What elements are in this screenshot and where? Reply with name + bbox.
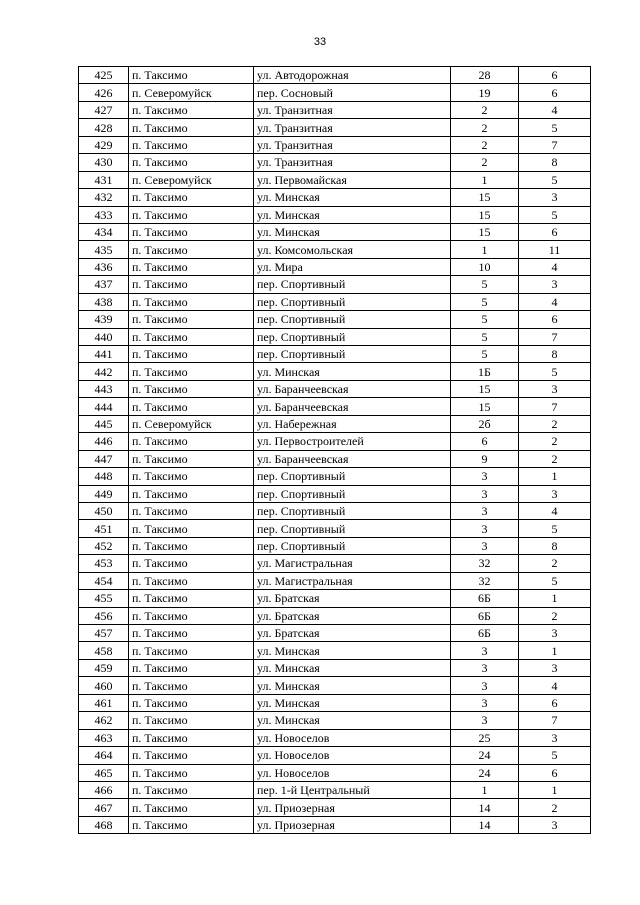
house-number-cell: 5 [451,293,519,310]
settlement-cell: п. Таксимо [129,607,254,624]
settlement-cell: п. Таксимо [129,223,254,240]
settlement-cell: п. Таксимо [129,555,254,572]
row-number-cell: 436 [79,258,129,275]
house-number-cell: 32 [451,555,519,572]
table-row [79,572,591,589]
row-number-cell: 428 [79,119,129,136]
street-cell: ул. Минская [254,712,451,729]
row-number-cell: 425 [79,67,129,84]
apartment-number-cell: 2 [519,555,591,572]
row-number-cell: 459 [79,659,129,676]
house-number-cell: 3 [451,520,519,537]
house-number-cell: 1Б [451,363,519,380]
settlement-cell: п. Таксимо [129,189,254,206]
row-number-cell: 430 [79,154,129,171]
street-cell: пер. Спортивный [254,276,451,293]
street-cell: пер. Спортивный [254,502,451,519]
street-cell: ул. Комсомольская [254,241,451,258]
row-number-cell: 468 [79,816,129,833]
street-cell: ул. Транзитная [254,119,451,136]
settlement-cell: п. Таксимо [129,258,254,275]
settlement-cell: п. Таксимо [129,625,254,642]
settlement-cell: п. Таксимо [129,537,254,554]
house-number-cell: 25 [451,729,519,746]
table-row [79,136,591,153]
apartment-number-cell: 7 [519,712,591,729]
street-cell: ул. Магистральная [254,555,451,572]
apartment-number-cell: 5 [519,171,591,188]
settlement-cell: п. Таксимо [129,450,254,467]
row-number-cell: 435 [79,241,129,258]
street-cell: ул. Баранчеевская [254,380,451,397]
settlement-cell: п. Таксимо [129,764,254,781]
table-row [79,84,591,101]
row-number-cell: 458 [79,642,129,659]
row-number-cell: 433 [79,206,129,223]
table-row [79,468,591,485]
street-cell: ул. Набережная [254,415,451,432]
settlement-cell: п. Таксимо [129,241,254,258]
table-row [79,293,591,310]
settlement-cell: п. Таксимо [129,380,254,397]
house-number-cell: 2 [451,101,519,118]
house-number-cell: 24 [451,764,519,781]
row-number-cell: 427 [79,101,129,118]
row-number-cell: 456 [79,607,129,624]
table-row [79,189,591,206]
settlement-cell: п. Северомуйск [129,415,254,432]
table-row [79,223,591,240]
street-cell: ул. Новоселов [254,747,451,764]
row-number-cell: 449 [79,485,129,502]
table-row [79,764,591,781]
house-number-cell: 1 [451,241,519,258]
street-cell: пер. Спортивный [254,311,451,328]
street-cell: ул. Братская [254,590,451,607]
apartment-number-cell: 5 [519,206,591,223]
row-number-cell: 439 [79,311,129,328]
street-cell: ул. Автодорожная [254,67,451,84]
apartment-number-cell: 6 [519,84,591,101]
apartment-number-cell: 7 [519,328,591,345]
apartment-number-cell: 3 [519,485,591,502]
apartment-number-cell: 5 [519,747,591,764]
settlement-cell: п. Таксимо [129,502,254,519]
table-row [79,659,591,676]
row-number-cell: 463 [79,729,129,746]
house-number-cell: 15 [451,206,519,223]
apartment-number-cell: 6 [519,311,591,328]
settlement-cell: п. Таксимо [129,642,254,659]
house-number-cell: 3 [451,468,519,485]
row-number-cell: 451 [79,520,129,537]
apartment-number-cell: 5 [519,572,591,589]
street-cell: ул. Транзитная [254,101,451,118]
apartment-number-cell: 8 [519,346,591,363]
row-number-cell: 462 [79,712,129,729]
street-cell: ул. Минская [254,677,451,694]
street-cell: ул. Первостроителей [254,433,451,450]
table-row [79,537,591,554]
street-cell: ул. Мира [254,258,451,275]
settlement-cell: п. Таксимо [129,119,254,136]
settlement-cell: п. Таксимо [129,468,254,485]
apartment-number-cell: 5 [519,363,591,380]
row-number-cell: 460 [79,677,129,694]
street-cell: пер. 1-й Центральный [254,781,451,798]
table-row [79,694,591,711]
house-number-cell: 2 [451,154,519,171]
settlement-cell: п. Таксимо [129,747,254,764]
settlement-cell: п. Северомуйск [129,171,254,188]
apartment-number-cell: 2 [519,450,591,467]
settlement-cell: п. Таксимо [129,694,254,711]
apartment-number-cell: 3 [519,625,591,642]
house-number-cell: 19 [451,84,519,101]
settlement-cell: п. Северомуйск [129,84,254,101]
street-cell: пер. Спортивный [254,328,451,345]
settlement-cell: п. Таксимо [129,276,254,293]
row-number-cell: 429 [79,136,129,153]
apartment-number-cell: 3 [519,380,591,397]
street-cell: ул. Новоселов [254,729,451,746]
table-row [79,677,591,694]
settlement-cell: п. Таксимо [129,398,254,415]
house-number-cell: 15 [451,223,519,240]
apartment-number-cell: 1 [519,590,591,607]
row-number-cell: 445 [79,415,129,432]
house-number-cell: 14 [451,816,519,833]
house-number-cell: 3 [451,537,519,554]
table-row [79,607,591,624]
table-row [79,485,591,502]
table-row [79,799,591,816]
street-cell: ул. Минская [254,206,451,223]
settlement-cell: п. Таксимо [129,101,254,118]
row-number-cell: 467 [79,799,129,816]
table-row [79,415,591,432]
row-number-cell: 431 [79,171,129,188]
street-cell: ул. Минская [254,189,451,206]
street-cell: ул. Магистральная [254,572,451,589]
address-table-body [79,67,591,834]
apartment-number-cell: 6 [519,694,591,711]
house-number-cell: 3 [451,694,519,711]
row-number-cell: 437 [79,276,129,293]
apartment-number-cell: 1 [519,642,591,659]
table-row [79,154,591,171]
table-row [79,241,591,258]
row-number-cell: 438 [79,293,129,310]
table-row [79,67,591,84]
apartment-number-cell: 4 [519,293,591,310]
house-number-cell: 5 [451,346,519,363]
row-number-cell: 465 [79,764,129,781]
settlement-cell: п. Таксимо [129,781,254,798]
table-row [79,311,591,328]
table-row [79,450,591,467]
table-row [79,276,591,293]
settlement-cell: п. Таксимо [129,659,254,676]
settlement-cell: п. Таксимо [129,328,254,345]
street-cell: ул. Транзитная [254,154,451,171]
house-number-cell: 6Б [451,625,519,642]
row-number-cell: 441 [79,346,129,363]
house-number-cell: 5 [451,328,519,345]
settlement-cell: п. Таксимо [129,293,254,310]
table-row [79,398,591,415]
row-number-cell: 442 [79,363,129,380]
row-number-cell: 444 [79,398,129,415]
apartment-number-cell: 1 [519,781,591,798]
table-row [79,555,591,572]
apartment-number-cell: 2 [519,607,591,624]
house-number-cell: 14 [451,799,519,816]
table-row [79,816,591,833]
house-number-cell: 28 [451,67,519,84]
table-row [79,712,591,729]
apartment-number-cell: 3 [519,816,591,833]
apartment-number-cell: 5 [519,520,591,537]
table-row [79,625,591,642]
row-number-cell: 464 [79,747,129,764]
row-number-cell: 426 [79,84,129,101]
settlement-cell: п. Таксимо [129,485,254,502]
apartment-number-cell: 3 [519,189,591,206]
table-row [79,590,591,607]
settlement-cell: п. Таксимо [129,799,254,816]
street-cell: пер. Спортивный [254,468,451,485]
house-number-cell: 3 [451,677,519,694]
page-number: 33 [313,36,327,48]
table-row [79,206,591,223]
apartment-number-cell: 8 [519,154,591,171]
settlement-cell: п. Таксимо [129,816,254,833]
house-number-cell: 1 [451,171,519,188]
house-number-cell: 15 [451,189,519,206]
table-row [79,380,591,397]
table-row [79,171,591,188]
table-row [79,363,591,380]
settlement-cell: п. Таксимо [129,154,254,171]
row-number-cell: 461 [79,694,129,711]
row-number-cell: 448 [79,468,129,485]
row-number-cell: 453 [79,555,129,572]
row-number-cell: 452 [79,537,129,554]
street-cell: ул. Транзитная [254,136,451,153]
apartment-number-cell: 11 [519,241,591,258]
table-row [79,119,591,136]
apartment-number-cell: 3 [519,276,591,293]
table-row [79,101,591,118]
row-number-cell: 446 [79,433,129,450]
house-number-cell: 6Б [451,590,519,607]
street-cell: пер. Сосновый [254,84,451,101]
street-cell: пер. Спортивный [254,520,451,537]
street-cell: ул. Приозерная [254,799,451,816]
apartment-number-cell: 4 [519,101,591,118]
house-number-cell: 32 [451,572,519,589]
settlement-cell: п. Таксимо [129,590,254,607]
row-number-cell: 443 [79,380,129,397]
house-number-cell: 15 [451,398,519,415]
table-row [79,781,591,798]
row-number-cell: 466 [79,781,129,798]
apartment-number-cell: 2 [519,415,591,432]
apartment-number-cell: 7 [519,398,591,415]
apartment-number-cell: 6 [519,67,591,84]
house-number-cell: 3 [451,659,519,676]
apartment-number-cell: 4 [519,502,591,519]
table-row [79,502,591,519]
street-cell: пер. Спортивный [254,485,451,502]
settlement-cell: п. Таксимо [129,311,254,328]
apartment-number-cell: 4 [519,258,591,275]
table-row [79,258,591,275]
row-number-cell: 450 [79,502,129,519]
house-number-cell: 3 [451,642,519,659]
house-number-cell: 6Б [451,607,519,624]
apartment-number-cell: 7 [519,136,591,153]
street-cell: ул. Братская [254,625,451,642]
house-number-cell: 2 [451,136,519,153]
row-number-cell: 455 [79,590,129,607]
address-table [78,66,591,834]
house-number-cell: 2б [451,415,519,432]
house-number-cell: 3 [451,712,519,729]
street-cell: ул. Минская [254,659,451,676]
row-number-cell: 457 [79,625,129,642]
house-number-cell: 1 [451,781,519,798]
table-row [79,346,591,363]
settlement-cell: п. Таксимо [129,363,254,380]
street-cell: ул. Минская [254,363,451,380]
apartment-number-cell: 3 [519,729,591,746]
settlement-cell: п. Таксимо [129,520,254,537]
table-row [79,520,591,537]
settlement-cell: п. Таксимо [129,712,254,729]
apartment-number-cell: 6 [519,223,591,240]
house-number-cell: 9 [451,450,519,467]
street-cell: пер. Спортивный [254,537,451,554]
row-number-cell: 454 [79,572,129,589]
apartment-number-cell: 3 [519,659,591,676]
settlement-cell: п. Таксимо [129,206,254,223]
street-cell: ул. Братская [254,607,451,624]
table-row [79,747,591,764]
street-cell: ул. Приозерная [254,816,451,833]
table-row [79,729,591,746]
street-cell: ул. Баранчеевская [254,450,451,467]
house-number-cell: 6 [451,433,519,450]
row-number-cell: 432 [79,189,129,206]
table-row [79,642,591,659]
house-number-cell: 5 [451,311,519,328]
street-cell: ул. Минская [254,694,451,711]
street-cell: ул. Минская [254,223,451,240]
house-number-cell: 24 [451,747,519,764]
apartment-number-cell: 1 [519,468,591,485]
settlement-cell: п. Таксимо [129,346,254,363]
apartment-number-cell: 2 [519,433,591,450]
apartment-number-cell: 2 [519,799,591,816]
house-number-cell: 10 [451,258,519,275]
street-cell: ул. Первомайская [254,171,451,188]
apartment-number-cell: 6 [519,764,591,781]
street-cell: ул. Новоселов [254,764,451,781]
street-cell: пер. Спортивный [254,346,451,363]
settlement-cell: п. Таксимо [129,136,254,153]
apartment-number-cell: 4 [519,677,591,694]
table-row [79,328,591,345]
apartment-number-cell: 8 [519,537,591,554]
house-number-cell: 3 [451,485,519,502]
house-number-cell: 15 [451,380,519,397]
settlement-cell: п. Таксимо [129,572,254,589]
settlement-cell: п. Таксимо [129,729,254,746]
settlement-cell: п. Таксимо [129,677,254,694]
house-number-cell: 3 [451,502,519,519]
house-number-cell: 5 [451,276,519,293]
row-number-cell: 440 [79,328,129,345]
row-number-cell: 434 [79,223,129,240]
apartment-number-cell: 5 [519,119,591,136]
settlement-cell: п. Таксимо [129,433,254,450]
row-number-cell: 447 [79,450,129,467]
house-number-cell: 2 [451,119,519,136]
street-cell: пер. Спортивный [254,293,451,310]
street-cell: ул. Минская [254,642,451,659]
street-cell: ул. Баранчеевская [254,398,451,415]
settlement-cell: п. Таксимо [129,67,254,84]
table-row [79,433,591,450]
